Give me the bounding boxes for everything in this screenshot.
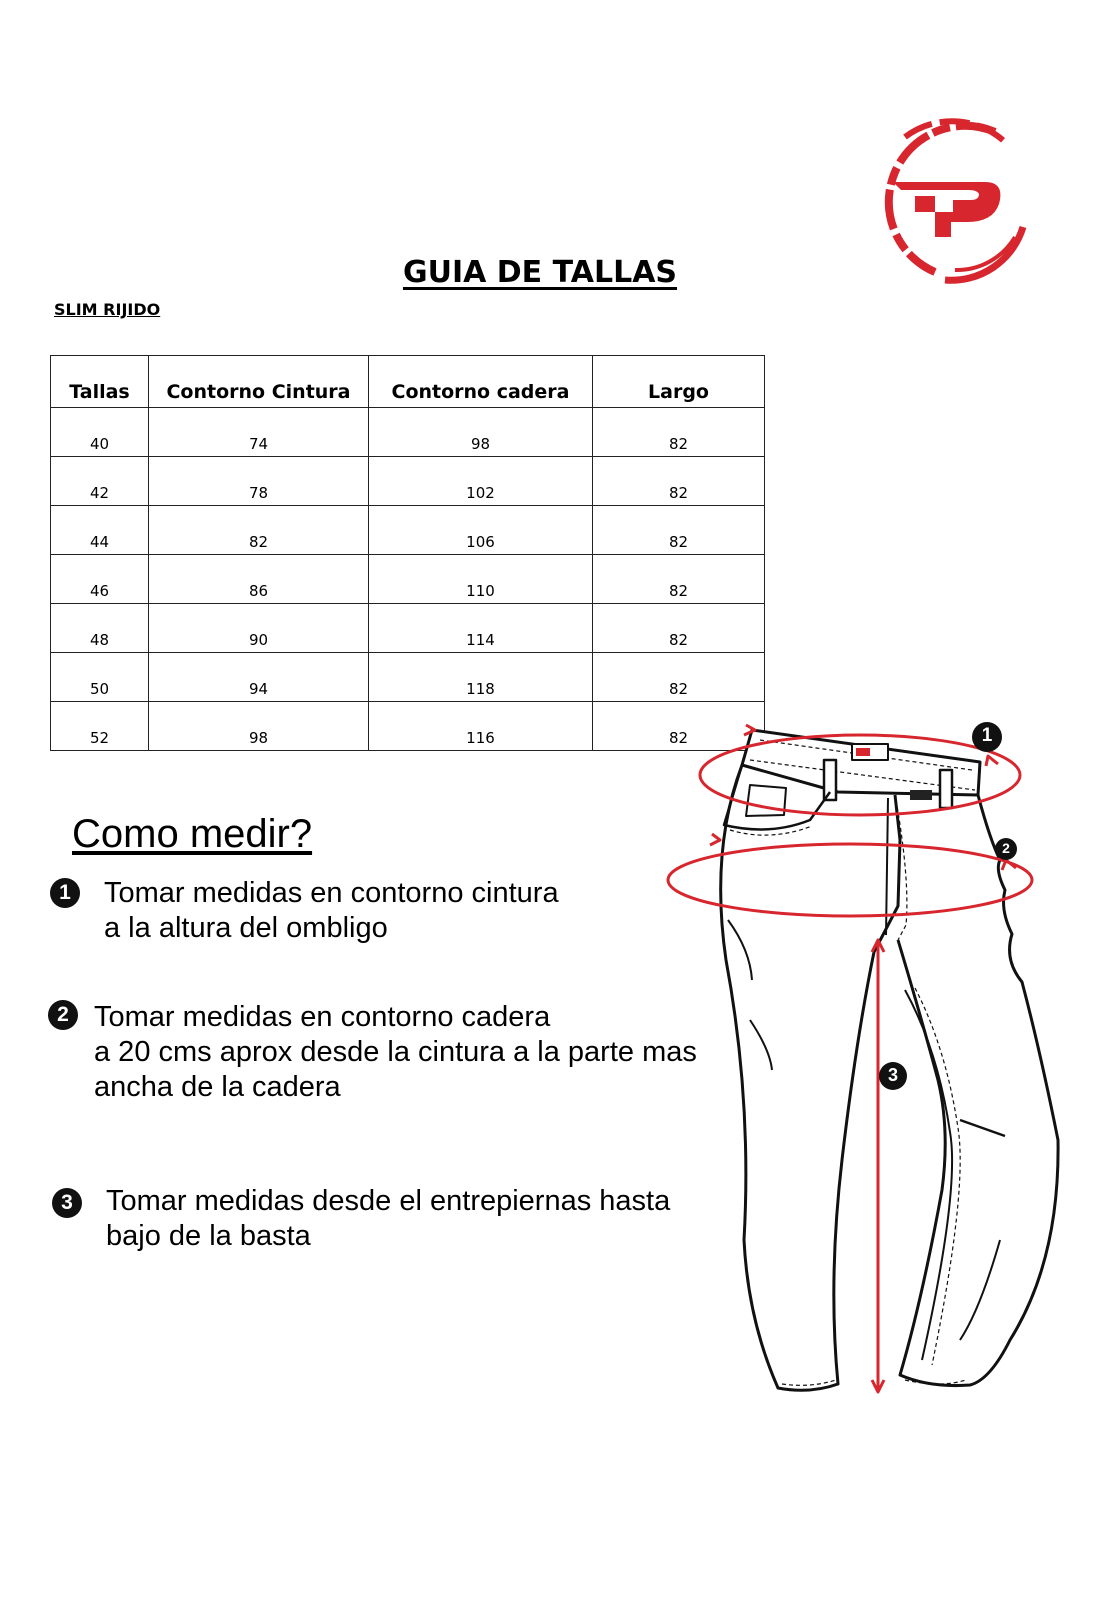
step-1 <box>50 876 559 946</box>
table-cell: 82 <box>593 653 765 702</box>
step-number-badge: 3 <box>52 1188 82 1218</box>
pants-measurement-illustration <box>660 720 1080 1440</box>
step-number-badge: 1 <box>50 878 80 908</box>
product-subtitle: SLIM RIJIDO <box>54 300 161 319</box>
column-header: Contorno Cintura <box>149 356 369 408</box>
table-cell: 42 <box>51 457 149 506</box>
column-header: Contorno cadera <box>369 356 593 408</box>
table-cell: 118 <box>369 653 593 702</box>
step-text: Tomar medidas desde el entrepiernas hasta <box>106 1185 671 1217</box>
table-cell: 40 <box>51 408 149 457</box>
size-table <box>50 355 765 751</box>
marker-3-label: 3 <box>887 1065 898 1085</box>
table-cell: 50 <box>51 653 149 702</box>
table-cell: 82 <box>593 457 765 506</box>
table-cell: 114 <box>369 604 593 653</box>
table-cell: 52 <box>51 702 149 751</box>
step-text: a la altura del ombligo <box>104 912 388 944</box>
step-2 <box>48 1000 697 1105</box>
table-cell: 110 <box>369 555 593 604</box>
table-row <box>51 702 765 751</box>
table-row <box>51 408 765 457</box>
table-cell: 82 <box>593 555 765 604</box>
table-cell: 102 <box>369 457 593 506</box>
page-title: GUIA DE TALLAS <box>402 255 678 290</box>
table-cell: 106 <box>369 506 593 555</box>
how-to-measure-title: Como medir? <box>72 812 313 856</box>
table-cell: 44 <box>51 506 149 555</box>
column-header: Tallas <box>51 356 149 408</box>
table-cell: 82 <box>593 702 765 751</box>
table-header-row <box>51 356 765 408</box>
marker-1-label: 1 <box>981 725 993 746</box>
table-row <box>51 506 765 555</box>
step-number-badge: 2 <box>48 1000 78 1030</box>
table-cell: 46 <box>51 555 149 604</box>
step-text: Tomar medidas en contorno cadera <box>94 1001 551 1033</box>
table-cell: 82 <box>149 506 369 555</box>
column-header: Largo <box>593 356 765 408</box>
table-cell: 82 <box>593 604 765 653</box>
table-cell: 94 <box>149 653 369 702</box>
table-cell: 98 <box>369 408 593 457</box>
table-cell: 116 <box>369 702 593 751</box>
step-text: a 20 cms aprox desde la cintura a la parte mas <box>94 1036 697 1068</box>
step-text: Tomar medidas en contorno cintura <box>104 877 559 909</box>
step-text: bajo de la basta <box>106 1220 311 1252</box>
table-cell: 90 <box>149 604 369 653</box>
table-row <box>51 653 765 702</box>
table-cell: 98 <box>149 702 369 751</box>
table-row <box>51 457 765 506</box>
marker-2-label: 2 <box>1002 840 1010 856</box>
table-cell: 82 <box>593 506 765 555</box>
table-cell: 86 <box>149 555 369 604</box>
table-cell: 78 <box>149 457 369 506</box>
step-text: ancha de la cadera <box>94 1071 341 1103</box>
table-cell: 82 <box>593 408 765 457</box>
table-row <box>51 555 765 604</box>
table-row <box>51 604 765 653</box>
table-cell: 48 <box>51 604 149 653</box>
step-3 <box>52 1184 670 1254</box>
table-cell: 74 <box>149 408 369 457</box>
